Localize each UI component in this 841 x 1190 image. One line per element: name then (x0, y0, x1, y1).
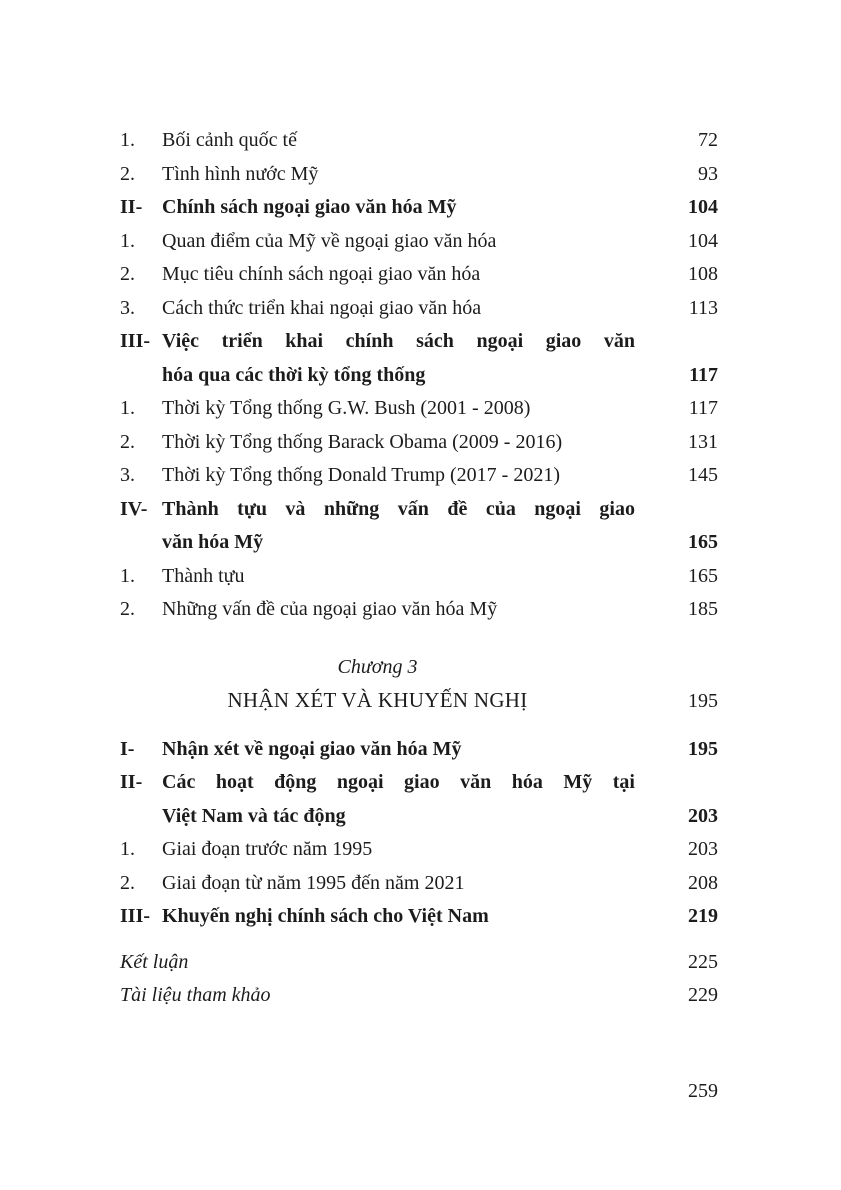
toc-entry (120, 833, 718, 867)
entry-title: Nhận xét về ngoại giao văn hóa Mỹ (162, 737, 462, 760)
toc-entry-section (120, 493, 718, 527)
entry-marker: 2. (120, 263, 135, 285)
entry-marker: II- (120, 771, 143, 793)
entry-page-number: 203 (688, 804, 718, 827)
toc-entry (120, 392, 718, 426)
entry-page-number: 195 (688, 737, 718, 760)
entry-page-number: 165 (688, 564, 718, 587)
entry-page-number: 93 (698, 162, 718, 185)
toc-content (120, 124, 718, 1013)
toc-entry-continuation (120, 359, 718, 393)
chapter-title: NHẬN XÉT VÀ KHUYẾN NGHỊ (227, 688, 528, 712)
entry-marker: IV- (120, 497, 148, 520)
entry-title: Thời kỳ Tổng thống Barack Obama (2009 - 2016) (162, 430, 563, 453)
entry-title: Khuyến nghị chính sách cho Việt Nam (162, 905, 489, 927)
toc-entry (120, 225, 718, 259)
page-folio: 259 (688, 1080, 718, 1102)
entry-page-number: 208 (688, 871, 718, 894)
entry-title: Thành tựu (162, 564, 245, 587)
entry-title: Các hoạt động ngoại giao văn hóa Mỹ tại (162, 771, 635, 793)
entry-marker: 1. (120, 397, 135, 419)
toc-entry (120, 426, 718, 460)
entry-title: Bối cảnh quốc tế (162, 129, 297, 151)
toc-entry (120, 258, 718, 292)
toc-entry (120, 867, 718, 901)
toc-entry (120, 292, 718, 326)
entry-marker: 1. (120, 838, 135, 860)
entry-title: Cách thức triển khai ngoại giao văn hóa (162, 296, 482, 319)
entry-marker: III- (120, 905, 151, 927)
entry-title: Giai đoạn trước năm 1995 (162, 838, 373, 860)
entry-title: Những vấn đề của ngoại giao văn hóa Mỹ (162, 598, 498, 620)
entry-page-number: 108 (688, 263, 718, 285)
toc-entry-continuation (120, 526, 718, 560)
entry-page-number: 165 (688, 531, 718, 553)
entry-marker: 2. (120, 598, 135, 620)
entry-marker: 2. (120, 162, 135, 185)
entry-marker: 3. (120, 296, 135, 319)
toc-entry-section (120, 900, 718, 934)
entry-page-number: 72 (698, 129, 718, 151)
entry-title: Quan điểm của Mỹ về ngoại giao văn hóa (162, 229, 497, 252)
entry-page-number: 104 (688, 196, 718, 218)
chapter-title-row (120, 684, 718, 719)
chapter-kicker-row (120, 651, 718, 685)
entry-title: Kết luận (120, 950, 189, 973)
toc-entry-section (120, 766, 718, 800)
toc-entry (120, 124, 718, 158)
toc-entry-section (120, 325, 718, 359)
entry-marker: 1. (120, 229, 135, 252)
entry-title: hóa qua các thời kỳ tổng thống (162, 363, 426, 386)
entry-page-number: 219 (688, 905, 718, 927)
toc-entry (120, 593, 718, 627)
entry-page-number: 145 (688, 464, 718, 486)
entry-title: văn hóa Mỹ (162, 531, 264, 553)
entry-marker: 2. (120, 871, 135, 894)
entry-title: Chính sách ngoại giao văn hóa Mỹ (162, 196, 457, 218)
toc-chapter3-entries (120, 733, 718, 934)
entry-page-number: 113 (688, 296, 718, 319)
entry-page-number: 104 (688, 229, 718, 252)
toc-entry (120, 158, 718, 192)
entry-page-number: 117 (688, 397, 718, 419)
entry-page-number: 229 (688, 984, 718, 1006)
chapter-heading (120, 651, 718, 719)
entry-marker: III- (120, 330, 151, 352)
entry-title: Mục tiêu chính sách ngoại giao văn hóa (162, 263, 481, 285)
entry-title: Việt Nam và tác động (162, 804, 346, 827)
entry-page-number: 185 (688, 598, 718, 620)
entry-marker: II- (120, 196, 143, 218)
entry-title: Giai đoạn từ năm 1995 đến năm 2021 (162, 871, 465, 894)
chapter-kicker: Chương 3 (337, 655, 418, 678)
entry-page-number: 225 (688, 950, 718, 973)
entry-marker: I- (120, 737, 135, 760)
entry-marker: 1. (120, 129, 135, 151)
entry-marker: 2. (120, 430, 135, 453)
entry-title: Tài liệu tham khảo (120, 984, 271, 1006)
toc-backmatter (120, 946, 718, 1013)
toc-entry-section (120, 191, 718, 225)
entry-title: Việc triển khai chính sách ngoại giao văn (162, 330, 635, 352)
entry-page-number: 117 (689, 363, 718, 386)
toc-entry-continuation (120, 800, 718, 834)
chapter-page-number: 195 (688, 690, 718, 712)
toc-entry-backmatter (120, 946, 718, 980)
entry-marker: 3. (120, 464, 135, 486)
entry-title: Tình hình nước Mỹ (162, 162, 319, 185)
toc-entry-backmatter (120, 979, 718, 1013)
toc-entry (120, 459, 718, 493)
entry-title: Thời kỳ Tổng thống G.W. Bush (2001 - 2008) (162, 397, 531, 419)
entry-marker: 1. (120, 564, 135, 587)
entry-title: Thành tựu và những vấn đề của ngoại giao (162, 497, 635, 520)
toc-entry (120, 560, 718, 594)
toc-entry-section (120, 733, 718, 767)
entry-page-number: 203 (688, 838, 718, 860)
entry-page-number: 131 (688, 430, 718, 453)
entry-title: Thời kỳ Tổng thống Donald Trump (2017 - 2021) (162, 464, 560, 486)
